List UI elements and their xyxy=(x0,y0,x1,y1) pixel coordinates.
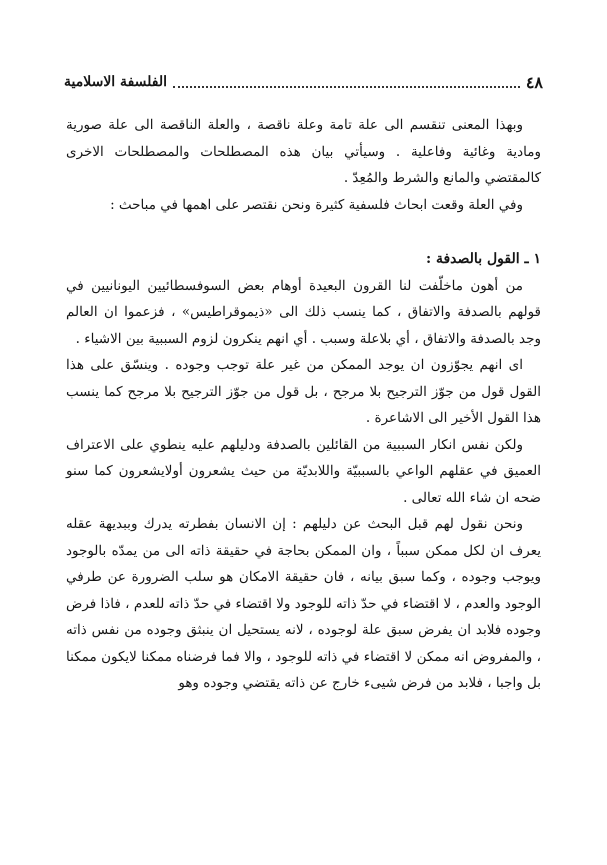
section-heading: ١ ـ القول بالصدفة : xyxy=(425,251,541,267)
paragraph-intro-1: وبهذا المعنى تنقسم الى علة تامة وعلة ناقصة ، والعلة الناقصة الى علة صورية ومادية وغائية وفاعلية . وسيأتي بيان هذه المصطلحات والمصطلحات الاخرى كالمقتضي والمانع والشرط والمُعِدّ . xyxy=(66,117,541,186)
section-spacer xyxy=(66,218,541,246)
paragraph-intro-2: وفي العلة وقعت ابحاث فلسفية كثيرة ونحن نقتصر على اهمها في مباحث : xyxy=(110,196,523,213)
section-paragraph-2: اى انهم يجوّزون ان يوجد الممكن من غير علة توجب وجوده . وينسّق على هذا القول قول من جوّز الترجيح بلا مرجح ، بل قول من جوّز الترجيح بلا مرجح كما ينسب هذا القول الأخير الى الاشاعرة . xyxy=(66,357,541,426)
header-dotted-leader xyxy=(173,85,520,88)
page-number: ٤٨ xyxy=(525,72,543,92)
section-paragraph-4: ونحن نقول لهم قبل البحث عن دليلهم : إن الانسان بفطرته يدرك وببديهة عقله يعرف ان لكل ممكن سبباً ، وان الممكن بحاجة في حقيقة ذاته الى من يمدّه بالوجود ويوجب وجوده ، وكما سبق بيانه ، فان حقيقة الامكان هو سلب الضرورة عن طرفي الوجود والعدم ، لا اقتضاء في حدّ ذاته للوجود ولا اقتضاء في حدّ ذاته للعدم ، فاذا فرض وجوده فلابد ان يفرض سبق علة لوجوده ، لانه يستحيل ان ينبثق وجوده من نفس ذاته ، والمفروض انه ممكن لا اقتضاء في ذاته للوجود ، والا فما فرضناه ممكنا لايكون ممكنا بل واجبا ، فلابد من فرض شيىء خارج عن ذاته يقتضي وجوده وهو xyxy=(66,516,541,691)
section-paragraph-1: من أهون ماخلّفت لنا القرون البعيدة أوهام بعض السوفسطائيين اليونانيين في قولهم بالصدفة والاتفاق ، كما ينسب ذلك الى «ذيموقراطيس» ، فزعموا ان العالم وجد بالصدفة والاتفاق ، أي بلاعلة وسبب . أي انهم ينكرون لزوم السببية بين الاشياء . xyxy=(66,277,541,347)
page-body xyxy=(66,112,541,697)
page-header xyxy=(64,70,543,94)
section-paragraph-3: ولكن نفس انكار السببية من القائلين بالصدفة ودليلهم عليه ينطوي على الاعتراف العميق في عقلهم الواعي بالسببيّة واللابديّة من حيث يشعرون أولايشعرون كما سنو ضحه ان شاء الله تعالى . xyxy=(66,436,541,506)
running-title: الفلسفة الاسلامية xyxy=(64,74,168,90)
